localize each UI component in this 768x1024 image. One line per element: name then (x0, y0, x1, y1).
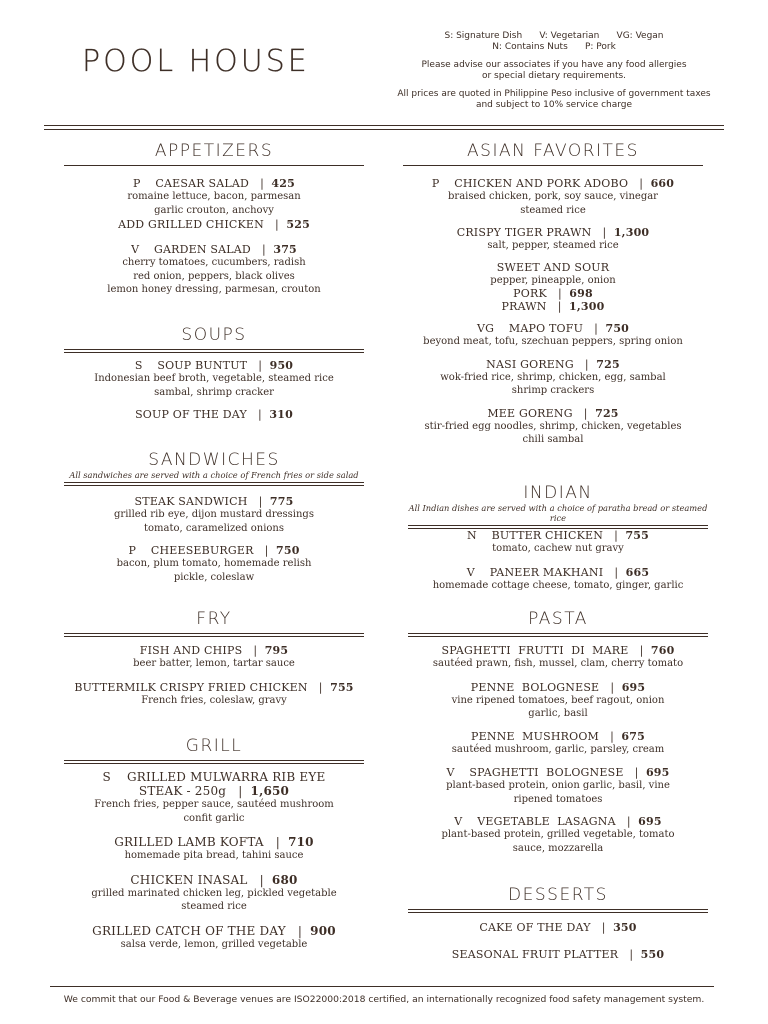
item-price: 350 (613, 921, 637, 934)
menu-item (408, 815, 708, 855)
item-addon-price: 525 (286, 218, 310, 231)
item-name: P CHEESEBURGER | (128, 544, 276, 557)
menu-item (64, 495, 364, 535)
item-desc: pickle, coleslaw (173, 571, 255, 583)
section-indian (408, 483, 708, 529)
section-divider (64, 349, 364, 353)
section-desserts (408, 885, 708, 913)
item-desc: beyond meat, tofu, szechuan peppers, spring onion (423, 336, 683, 347)
section-sandwiches (64, 450, 364, 486)
item-name: CAKE OF THE DAY | (479, 921, 614, 934)
item-name: CRISPY TIGER PRAWN | (456, 226, 614, 239)
item-name: PENNE BOLOGNESE | (470, 680, 622, 694)
item-name: GRILLED CATCH OF THE DAY | (92, 923, 311, 938)
item-price: 755 (625, 529, 650, 542)
item-price: 665 (625, 565, 650, 579)
item-desc: lemon honey dressing, parmesan, crouton (107, 284, 321, 295)
item-desc: Indonesian beef broth, vegetable, steamed rice (94, 373, 334, 384)
menu-item (64, 408, 364, 421)
fry-items (64, 644, 364, 707)
item-name: VG MAPO TOFU | (476, 322, 606, 335)
item-price: 775 (269, 495, 294, 508)
menu-item (64, 177, 364, 231)
item-addon-name: ADD GRILLED CHICKEN | (118, 218, 287, 231)
item-desc: red onion, peppers, black olives (133, 270, 295, 282)
item-name: FISH AND CHIPS | (139, 644, 265, 657)
item-name: V GARDEN SALAD | (131, 243, 274, 256)
legend-line-1: S: Signature Dish V: Vegetarian VG: Vegan (444, 31, 664, 41)
item-desc: sautéed prawn, fish, mussel, clam, cherry tomato (432, 658, 684, 669)
item-name: V PANEER MAKHANI | (466, 565, 626, 579)
item-name: P CHICKEN AND PORK ADOBO | (431, 177, 651, 190)
item-desc: French fries, coleslaw, gravy (141, 694, 287, 706)
section-title-appetizers: APPETIZERS (154, 141, 274, 161)
item-variant-price: 1,300 (569, 300, 605, 313)
header-divider-bottom (44, 129, 724, 130)
item-name: STEAK SANDWICH | (134, 495, 270, 508)
item-desc: wok-fried rice, shrimp, chicken, egg, sambal (440, 371, 666, 383)
item-price: 900 (310, 923, 336, 938)
menu-item (64, 770, 364, 825)
section-pasta (408, 609, 708, 637)
item-price: 695 (621, 680, 646, 694)
item-variant-price: 698 (569, 287, 593, 300)
item-price: 760 (650, 644, 675, 657)
item-name: P CAESAR SALAD | (133, 177, 272, 190)
item-name: PENNE MUSHROOM | (471, 729, 622, 743)
legend-line-2: N: Contains Nuts P: Pork (492, 41, 616, 52)
section-title-indian: INDIAN (523, 483, 593, 503)
menu-item (403, 261, 703, 314)
item-name: V VEGETABLE LASAGNA | (454, 815, 639, 828)
section-appetizers (64, 141, 364, 166)
item-price: 550 (640, 948, 665, 961)
item-price: 725 (595, 406, 619, 420)
item-name: S GRILLED MULWARRA RIB EYE (102, 770, 326, 784)
item-desc: shrimp crackers (511, 385, 595, 396)
item-name: SPAGHETTI FRUTTI DI MARE | (441, 644, 651, 657)
item-desc: stir-fried egg noodles, shrimp, chicken, vegetables (424, 420, 682, 432)
item-desc: sambal, shrimp cracker (154, 386, 274, 398)
item-price: 680 (271, 872, 298, 887)
item-price: 1,300 (613, 226, 650, 239)
menu-item (408, 921, 708, 934)
menu-item (403, 407, 703, 447)
grill-items (64, 770, 364, 951)
menu-item (408, 681, 708, 721)
item-desc: garlic crouton, anchovy (154, 204, 274, 216)
menu-item (408, 644, 708, 671)
item-desc: tomato, cachew nut gravy (492, 543, 624, 554)
item-desc: garlic, basil (528, 708, 588, 719)
menu-item (64, 873, 364, 914)
header-divider-top (44, 125, 724, 126)
item-price: 310 (269, 408, 293, 421)
menu-item (408, 948, 708, 961)
section-title-grill: GRILL (185, 736, 243, 756)
section-grill (64, 736, 364, 764)
menu-item (64, 243, 364, 297)
section-note-indian: All Indian dishes are served with a choice of paratha bread or steamed rice (408, 503, 708, 523)
item-name: V SPAGHETTI BOLOGNESE | (446, 766, 646, 779)
legend-block (388, 31, 720, 110)
item-price: 695 (638, 815, 662, 828)
item-name: GRILLED LAMB KOFTA | (114, 835, 289, 849)
item-desc: braised chicken, pork, soy sauce, vinegar (448, 191, 658, 202)
item-name: SWEET AND SOUR (496, 260, 610, 274)
item-price: 660 (650, 177, 675, 190)
item-desc: ripened tomatoes (513, 793, 603, 805)
item-price: 695 (645, 766, 670, 779)
footer-divider (50, 986, 714, 987)
item-variant-name: PRAWN | (501, 300, 570, 313)
menu-item (64, 835, 364, 863)
soups-items (64, 359, 364, 421)
sandwiches-items (64, 495, 364, 584)
item-name: SEASONAL FRUIT PLATTER | (451, 948, 641, 961)
item-desc: beer batter, lemon, tartar sauce (133, 658, 295, 669)
item-desc: chili sambal (522, 434, 584, 445)
item-desc: French fries, pepper sauce, sautéed mushroom (94, 799, 334, 810)
item-price: 725 (596, 357, 620, 371)
menu-item (64, 359, 364, 399)
item-price: 1,650 (250, 784, 290, 798)
section-soups (64, 325, 364, 353)
section-divider (64, 165, 364, 166)
section-divider (64, 482, 364, 486)
allergy-note-1: Please advise our associates if you have any food allergies (421, 60, 687, 70)
section-note-sandwiches: All sandwiches are served with a choice of French fries or side salad (69, 470, 359, 480)
section-title-fry: FRY (196, 609, 232, 629)
menu-item (403, 177, 703, 217)
item-price: 750 (275, 544, 300, 557)
section-divider (64, 633, 364, 637)
asian-items (403, 177, 703, 447)
item-price: 750 (605, 322, 630, 335)
menu-item (64, 924, 364, 952)
section-divider (403, 165, 703, 166)
item-price: 710 (288, 835, 314, 849)
item-desc: grilled rib eye, dijon mustard dressings (114, 509, 314, 520)
food-safety-statement: We commit that our Food & Beverage venues are ISO22000:2018 certified, an internationally recognized food safety management system. (63, 994, 705, 1005)
menu-item (403, 358, 703, 398)
appetizers-items (64, 177, 364, 297)
menu-item (403, 322, 703, 349)
item-desc: tomato, caramelized onions (144, 522, 284, 534)
item-desc: steamed rice (181, 901, 247, 912)
item-desc: cherry tomatoes, cucumbers, radish (122, 257, 306, 268)
item-name: N BUTTER CHICKEN | (466, 529, 626, 542)
item-name: MEE GORENG | (487, 406, 596, 420)
section-title-soups: SOUPS (181, 325, 247, 345)
item-desc: salsa verde, lemon, grilled vegetable (120, 938, 308, 950)
item-name: STEAK - 250g | (138, 784, 251, 798)
restaurant-title: POOL HOUSE (82, 44, 310, 79)
item-price: 755 (330, 680, 354, 694)
item-price: 675 (621, 729, 645, 743)
desserts-items (408, 921, 708, 961)
item-price: 795 (264, 644, 289, 657)
section-asian-favorites (403, 141, 703, 166)
item-desc: grilled marinated chicken leg, pickled vegetable (91, 887, 337, 899)
item-desc: homemade pita bread, tahini sauce (124, 850, 304, 861)
item-desc: steamed rice (520, 204, 586, 216)
menu-item (408, 730, 708, 757)
section-title-asian-favorites: ASIAN FAVORITES (467, 141, 639, 161)
menu-item (64, 544, 364, 584)
item-desc: plant-based protein, onion garlic, basil, vine (446, 780, 670, 791)
section-divider (64, 760, 364, 764)
item-desc: vine ripened tomatoes, beef ragout, onion (451, 694, 665, 706)
menu-item (64, 644, 364, 671)
item-variant-name: PORK | (513, 287, 570, 300)
indian-items (408, 529, 708, 592)
item-desc: plant-based protein, grilled vegetable, tomato (441, 829, 675, 840)
item-name: NASI GORENG | (486, 357, 597, 371)
item-desc: pepper, pineapple, onion (490, 274, 616, 286)
section-divider (408, 909, 708, 913)
item-desc: sauce, mozzarella (512, 842, 604, 854)
price-note-1: All prices are quoted in Philippine Peso inclusive of government taxes (397, 89, 711, 99)
menu-item (408, 529, 708, 556)
price-note-2: and subject to 10% service charge (475, 99, 633, 110)
item-desc: confit garlic (183, 812, 245, 824)
section-title-sandwiches: SANDWICHES (148, 450, 280, 470)
item-name: CHICKEN INASAL | (130, 872, 272, 887)
item-desc: salt, pepper, steamed rice (487, 240, 619, 251)
section-title-desserts: DESSERTS (508, 885, 608, 905)
item-name: BUTTERMILK CRISPY FRIED CHICKEN | (74, 680, 331, 694)
item-desc: romaine lettuce, bacon, parmesan (127, 191, 301, 202)
section-fry (64, 609, 364, 637)
item-desc: sautéed mushroom, garlic, parsley, cream (451, 743, 665, 755)
item-desc: bacon, plum tomato, homemade relish (116, 558, 312, 569)
item-name: SOUP OF THE DAY | (135, 408, 270, 421)
item-desc: homemade cottage cheese, tomato, ginger, garlic (432, 579, 684, 591)
item-name: S SOUP BUNTUT | (134, 359, 270, 372)
section-divider (408, 633, 708, 637)
allergy-note-2: or special dietary requirements. (481, 70, 627, 81)
menu-item (408, 766, 708, 806)
section-title-pasta: PASTA (528, 609, 588, 629)
menu-item (403, 226, 703, 253)
menu-item (408, 566, 708, 593)
item-price: 425 (271, 177, 295, 190)
item-price: 375 (273, 243, 297, 256)
pasta-items (408, 644, 708, 855)
item-price: 950 (269, 359, 294, 372)
menu-item (64, 681, 364, 708)
